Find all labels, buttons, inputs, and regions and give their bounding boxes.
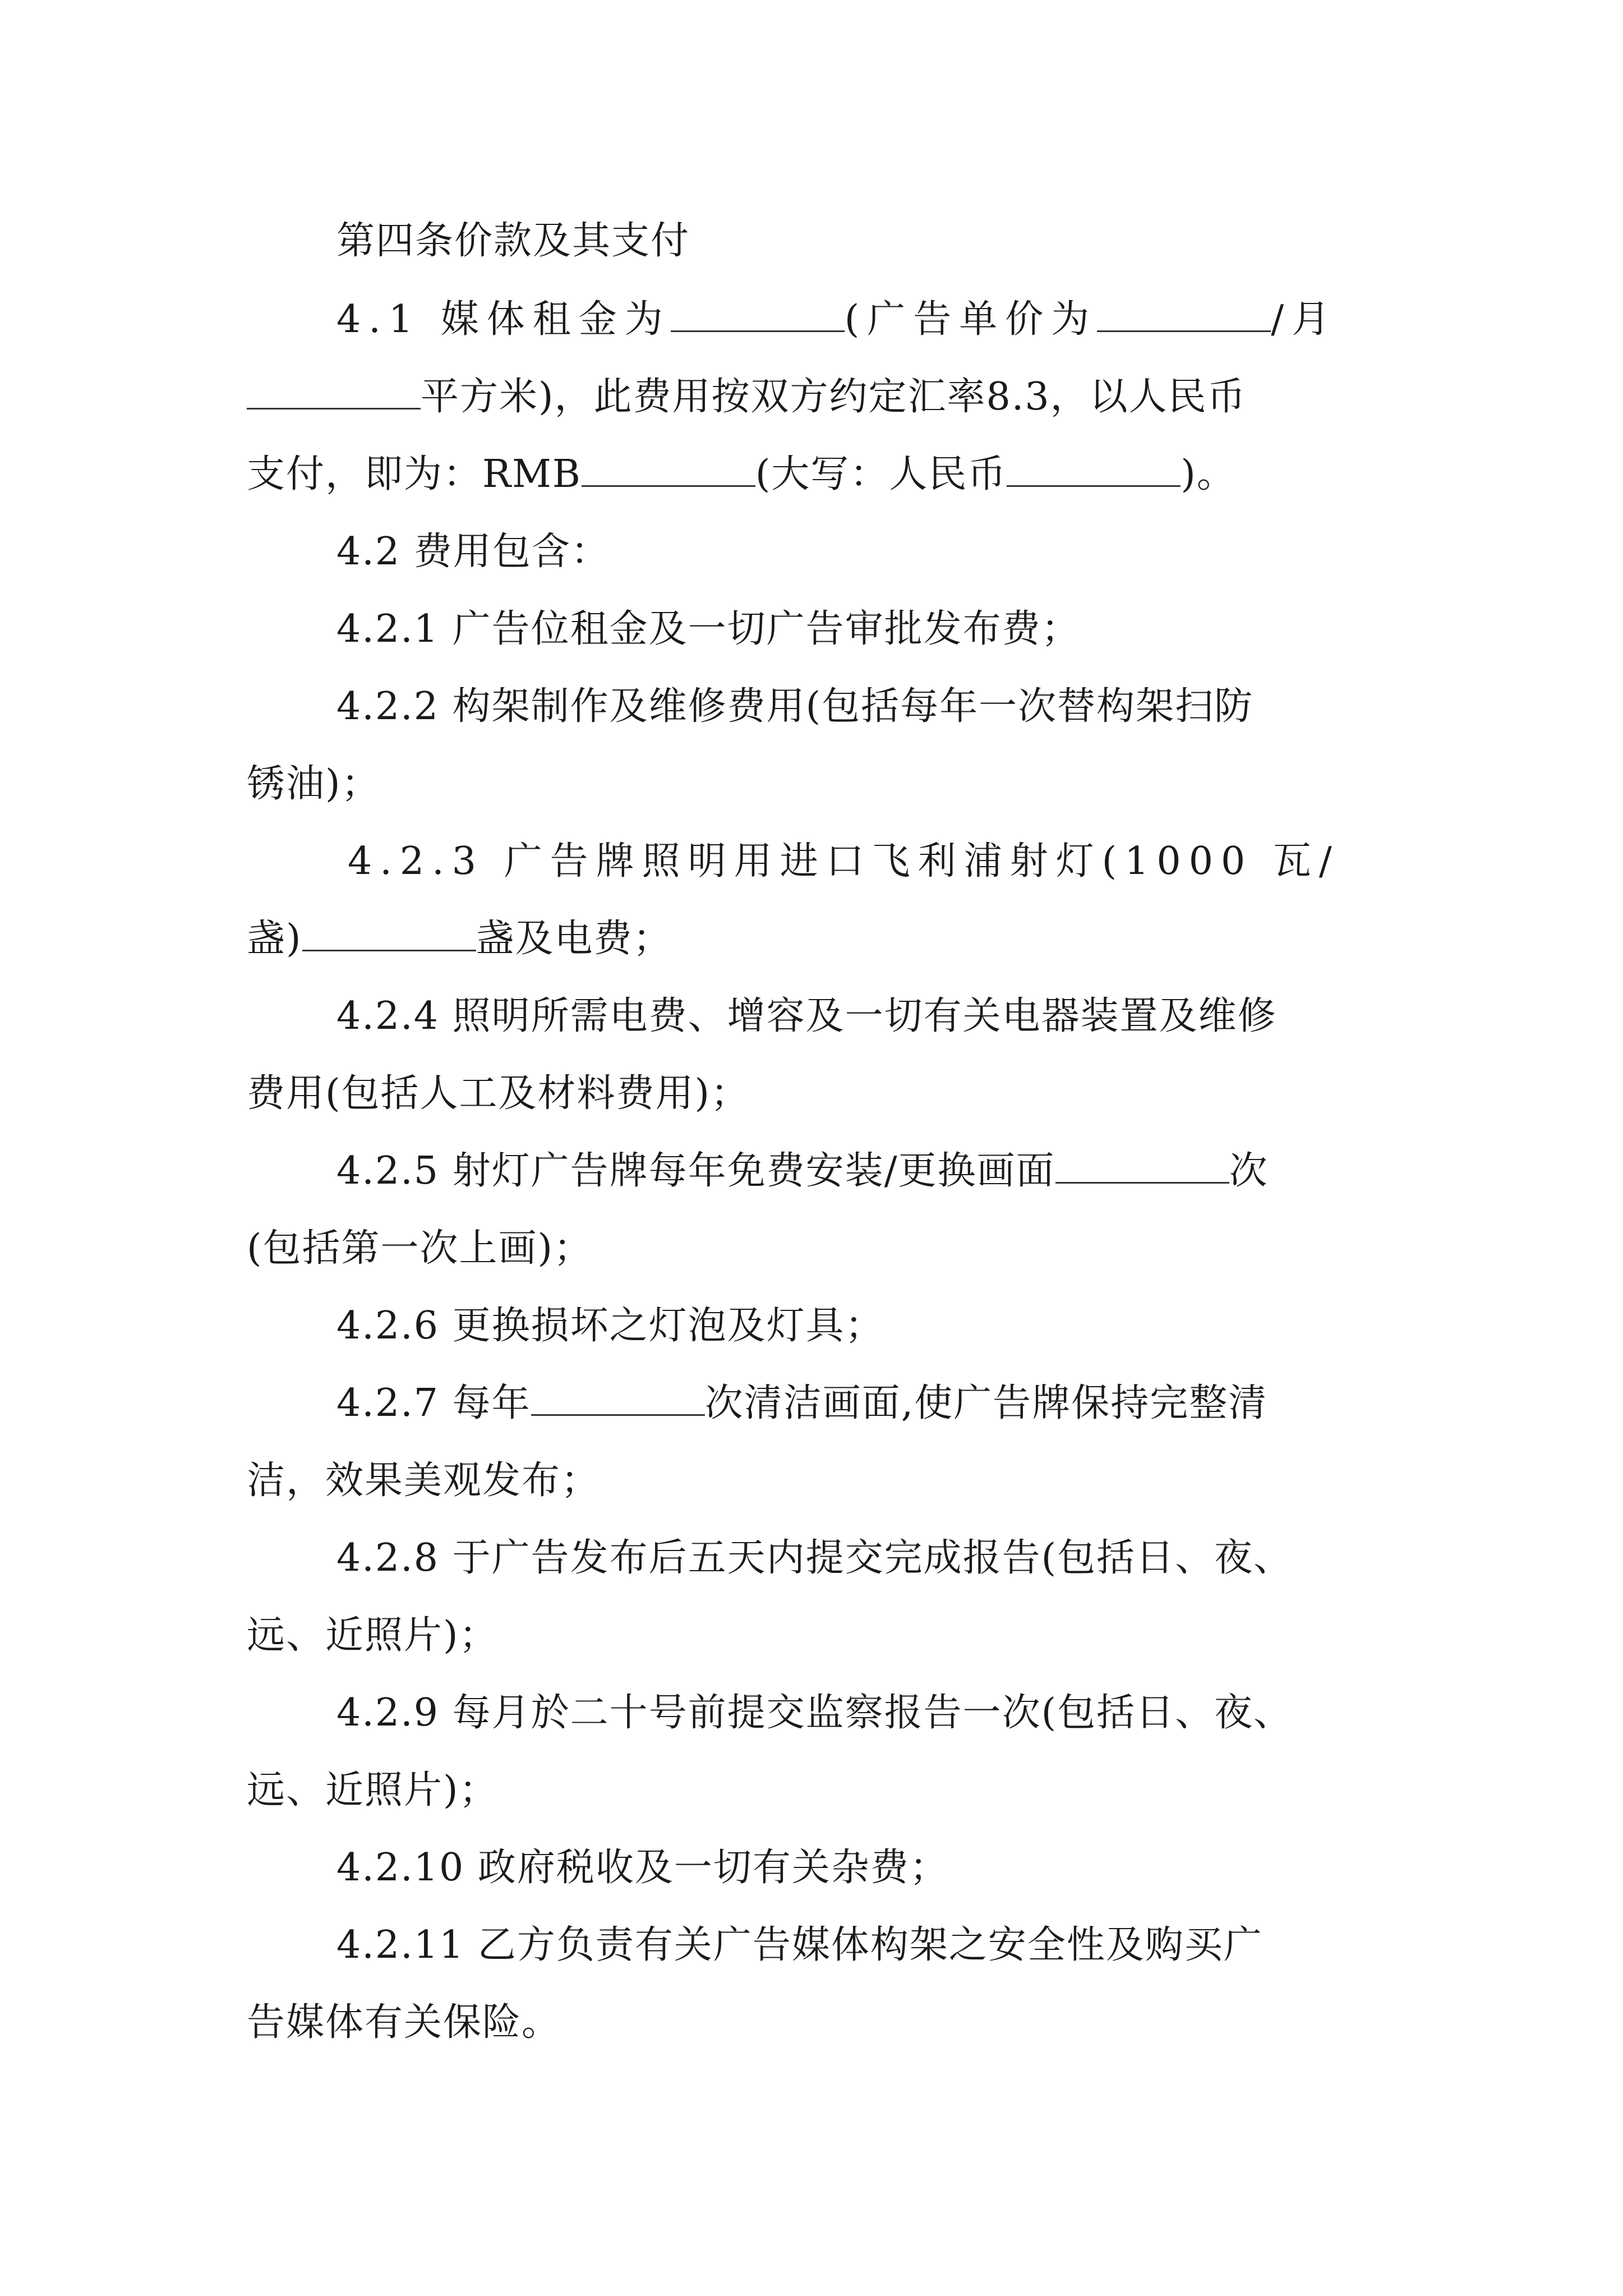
clause-text: 4.1 媒体租金为 xyxy=(336,297,671,342)
clause-text: (大写：人民币 xyxy=(755,452,1007,496)
blank-field xyxy=(582,453,755,487)
clause-text: 平方米)，此费用按双方约定汇率8.3，以人民币 xyxy=(421,375,1247,419)
clause-4-2-5-line-2: (包括第一次上画)； xyxy=(247,1226,593,1271)
clause-4-1-line-1 xyxy=(336,297,1338,342)
clause-4-2-1: 4.2.1 广告位租金及一切广告审批发布费； xyxy=(336,607,1081,651)
blank-field xyxy=(1007,453,1181,487)
clause-4-2-10: 4.2.10 政府税收及一切有关杂费； xyxy=(336,1846,949,1890)
clause-4-2-3-line-2 xyxy=(247,917,672,961)
section-heading: 第四条价款及其支付 xyxy=(336,219,690,263)
clause-4-2: 4.2 费用包含： xyxy=(336,530,610,574)
clause-4-2-2-line-1: 4.2.2 构架制作及维修费用(包括每年一次替构架扫防 xyxy=(336,684,1254,729)
clause-text: 4.2.5 射灯广告牌每年免费安装/更换画面 xyxy=(336,1149,1055,1193)
clause-4-1-line-2 xyxy=(247,375,1247,420)
clause-4-2-4-line-2: 费用(包括人工及材料费用)； xyxy=(247,1071,750,1116)
clause-4-2-3-line-1: 4.2.3 广告牌照明用进口飞利浦射灯(1000 瓦/ xyxy=(348,839,1340,884)
clause-text: 盏) xyxy=(247,917,302,961)
clause-4-2-6: 4.2.6 更换损坏之灯泡及灯具； xyxy=(336,1304,884,1348)
clause-text: )。 xyxy=(1181,452,1236,496)
blank-field xyxy=(1097,298,1271,332)
clause-text: (广告单价为 xyxy=(844,297,1098,342)
blank-field xyxy=(671,298,845,332)
clause-text: 盏及电费； xyxy=(476,917,672,961)
blank-field xyxy=(247,375,421,409)
clause-4-2-9-line-1: 4.2.9 每月於二十号前提交监察报告一次(包括日、夜、 xyxy=(336,1691,1293,1735)
clause-4-2-2-line-2: 锈油)； xyxy=(247,762,381,806)
blank-field xyxy=(531,1382,705,1416)
clause-4-2-5-line-1 xyxy=(336,1149,1269,1194)
clause-text: 次清洁画面,使广告牌保持完整清 xyxy=(704,1381,1268,1425)
blank-field xyxy=(1055,1149,1229,1184)
blank-field xyxy=(302,917,476,951)
clause-4-2-7-line-1 xyxy=(336,1381,1267,1426)
clause-4-2-4-line-1: 4.2.4 照明所需电费、增容及一切有关电器装置及维修 xyxy=(336,994,1277,1038)
clause-4-1-line-3 xyxy=(247,452,1236,497)
clause-4-2-9-line-2: 远、近照片)； xyxy=(247,1768,499,1812)
clause-4-2-8-line-1: 4.2.8 于广告发布后五天内提交完成报告(包括日、夜、 xyxy=(336,1536,1293,1580)
clause-4-2-7-line-2: 洁，效果美观发布； xyxy=(247,1458,601,1503)
clause-4-2-11-line-1: 4.2.11 乙方负责有关广告媒体构架之安全性及购买广 xyxy=(336,1923,1263,1967)
clause-4-2-11-line-2: 告媒体有关保险。 xyxy=(247,2000,561,2045)
clause-text: 4.2.7 每年 xyxy=(336,1381,531,1425)
clause-4-2-8-line-2: 远、近照片)； xyxy=(247,1613,499,1658)
clause-text: 次 xyxy=(1229,1149,1269,1193)
clause-text: /月 xyxy=(1271,297,1338,342)
clause-text: 支付，即为：RMB xyxy=(247,452,582,496)
